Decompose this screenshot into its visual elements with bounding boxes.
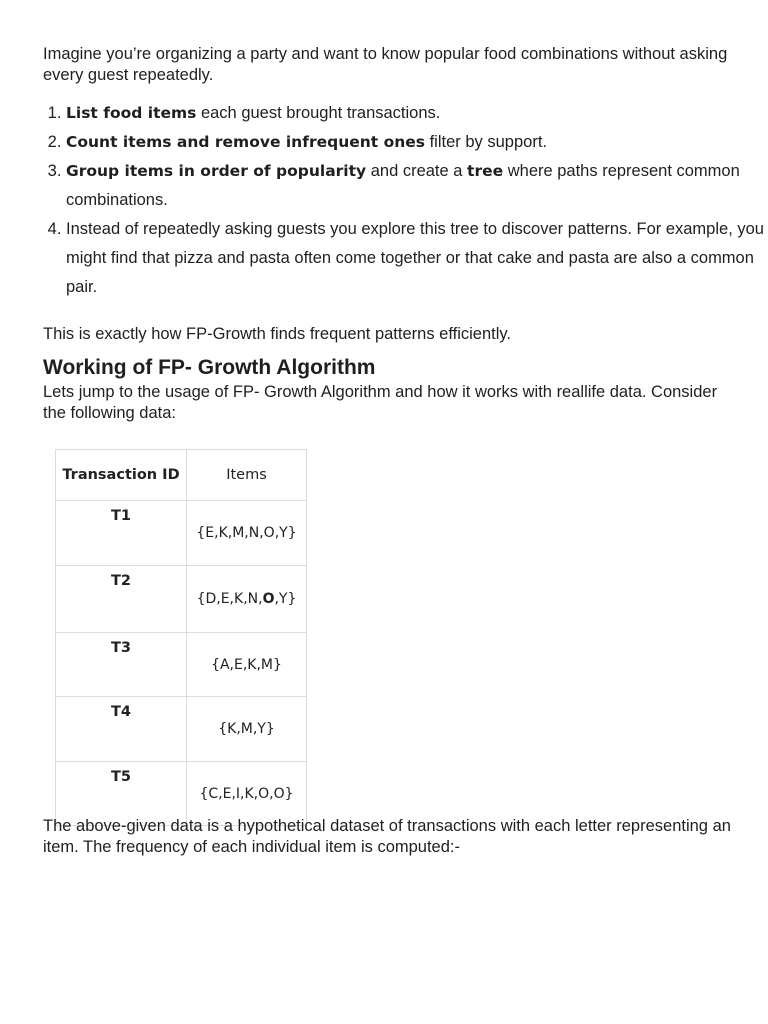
items-cell bbox=[187, 566, 307, 633]
transaction-id-cell: T4 bbox=[56, 697, 187, 762]
step-1-text: each guest brought transactions. bbox=[196, 104, 441, 122]
step-2-text: filter by support. bbox=[425, 133, 547, 151]
table-row bbox=[56, 566, 307, 633]
lead-paragraph: Lets jump to the usage of FP- Growth Algorithm and how it works with reallife data. Consider the following data: bbox=[43, 383, 718, 422]
items-text-post: ,Y} bbox=[274, 591, 297, 607]
transaction-id-cell: T2 bbox=[56, 566, 187, 633]
items-cell: {K,M,Y} bbox=[187, 697, 307, 762]
items-cell: {C,E,I,K,O,O} bbox=[187, 762, 307, 826]
step-4-text: Instead of repeatedly asking guests you explore this tree to discover patterns. For example, you might find that pizza and pasta often come together or that cake and pasta are also a common pair. bbox=[66, 220, 764, 296]
transaction-id-cell: T3 bbox=[56, 633, 187, 697]
steps-list bbox=[43, 99, 766, 302]
transaction-id-cell: T5 bbox=[56, 762, 187, 826]
items-text-pre: {D,E,K,N, bbox=[196, 591, 263, 607]
intro-paragraph: Imagine you’re organizing a party and want to know popular food combinations without asking every guest repeatedly. bbox=[43, 45, 728, 84]
list-item bbox=[66, 99, 766, 128]
step-3-bold: Group items in order of popularity bbox=[66, 162, 367, 180]
table-row bbox=[56, 633, 307, 697]
step-3-bold-tree: tree bbox=[467, 162, 504, 180]
transaction-id-cell: T1 bbox=[56, 501, 187, 566]
section-heading: Working of FP- Growth Algorithm bbox=[43, 356, 376, 379]
list-item bbox=[66, 128, 766, 157]
step-3-text-2: where paths represent common combinations. bbox=[66, 162, 740, 209]
table-row bbox=[56, 697, 307, 762]
header-transaction-id: Transaction ID bbox=[56, 450, 187, 501]
table-header-row bbox=[56, 450, 307, 501]
items-cell: {E,K,M,N,O,Y} bbox=[187, 501, 307, 566]
step-2-bold: Count items and remove infrequent ones bbox=[66, 133, 426, 151]
transactions-table bbox=[55, 449, 307, 826]
items-cell: {A,E,K,M} bbox=[187, 633, 307, 697]
step-1-bold: List food items bbox=[66, 104, 197, 122]
items-text-bold: O bbox=[262, 591, 275, 607]
header-items: Items bbox=[187, 450, 307, 501]
summary-paragraph: This is exactly how FP-Growth finds frequent patterns efficiently. bbox=[43, 325, 512, 343]
list-item bbox=[66, 157, 766, 215]
table-row bbox=[56, 501, 307, 566]
outro-paragraph: The above-given data is a hypothetical dataset of transactions with each letter representing an item. The frequency of each individual item is computed:- bbox=[43, 817, 731, 856]
step-3-text: and create a bbox=[366, 162, 468, 180]
list-item bbox=[66, 215, 766, 302]
